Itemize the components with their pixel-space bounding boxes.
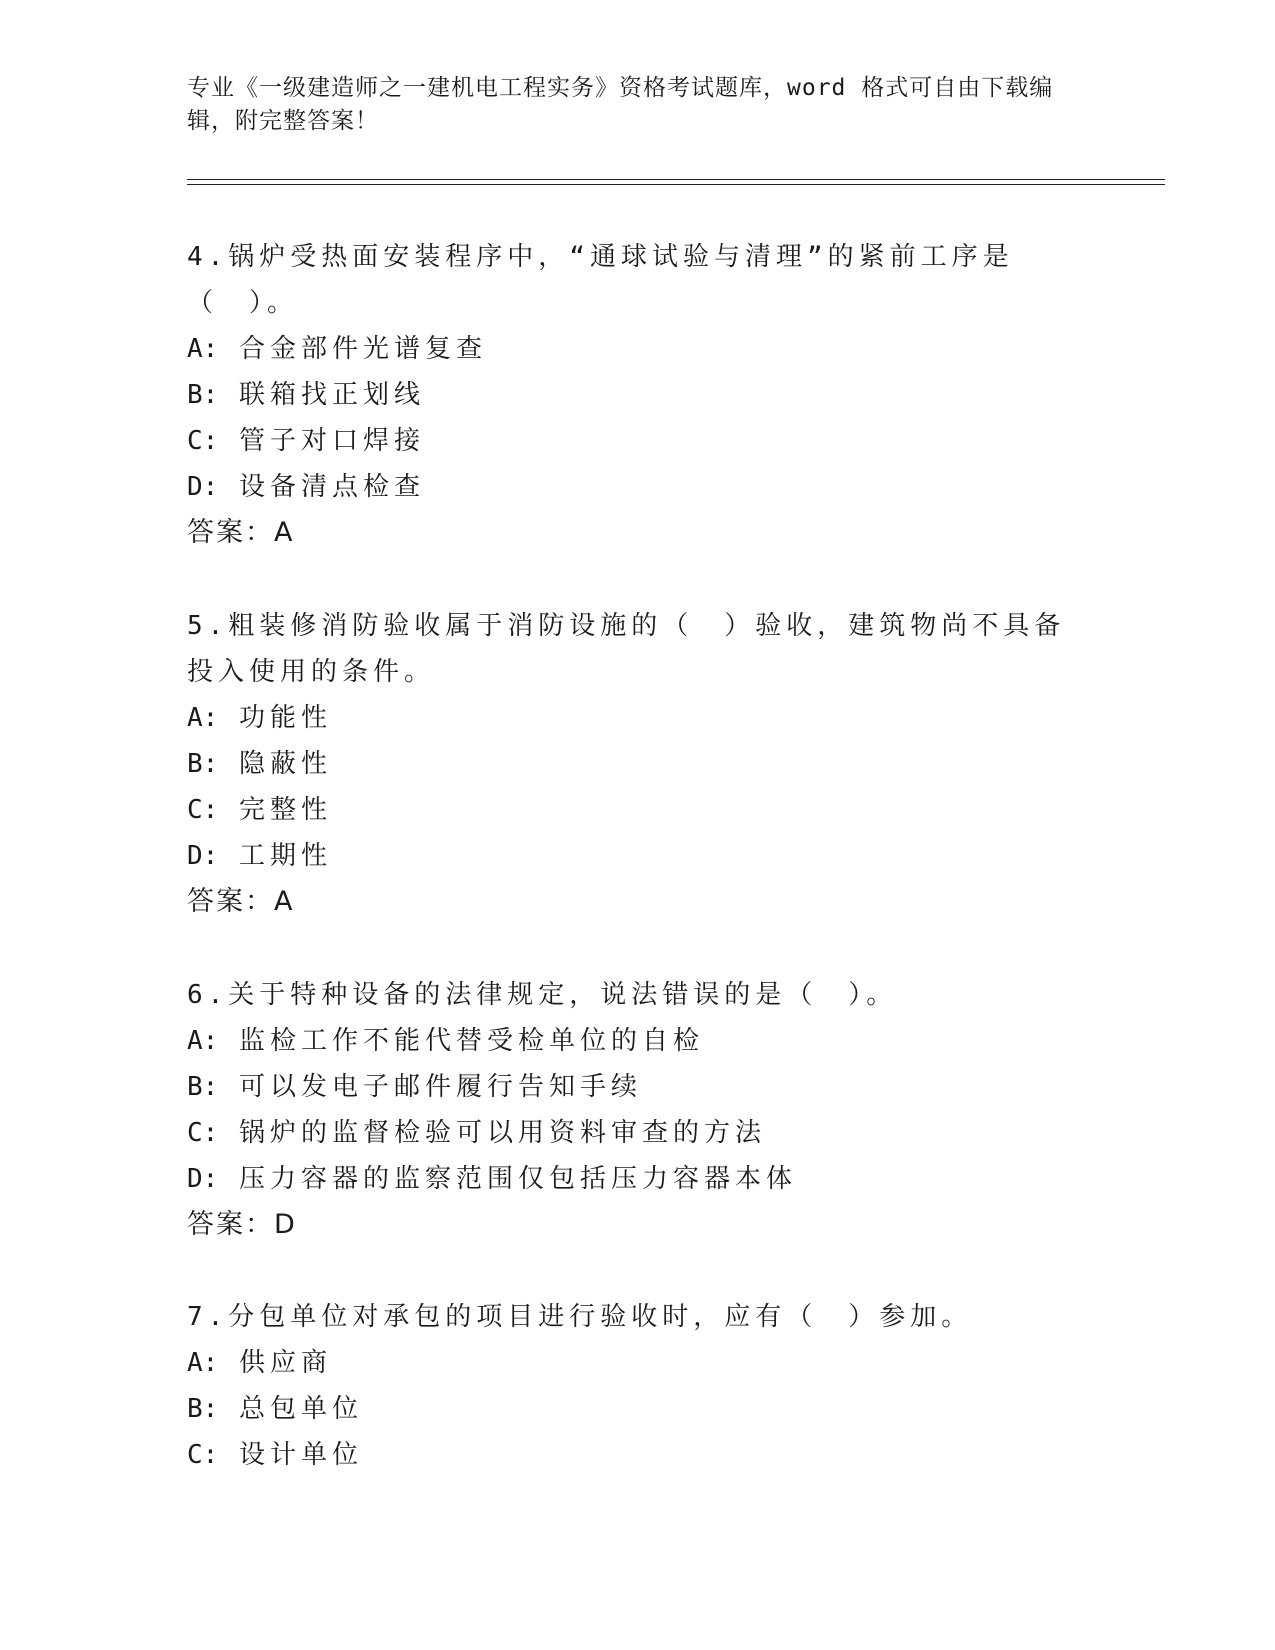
option-letter: A:	[187, 703, 219, 733]
option-c	[187, 1110, 1067, 1156]
option-b	[187, 1386, 1067, 1432]
option-letter: C:	[187, 426, 219, 456]
option-a	[187, 1018, 1067, 1064]
question-7	[187, 1294, 1067, 1478]
option-c	[187, 787, 1067, 833]
question-5	[187, 603, 1067, 925]
option-letter: A:	[187, 1348, 219, 1378]
answer-line: 答案：A	[187, 886, 295, 917]
option-letter: D:	[187, 841, 219, 871]
option-letter: B:	[187, 380, 219, 410]
option-letter: D:	[187, 1164, 219, 1194]
option-letter: A:	[187, 1026, 219, 1056]
option-c	[187, 1432, 1067, 1478]
option-text: 管子对口焊接	[238, 426, 425, 456]
header-divider-bottom	[187, 184, 1165, 185]
option-letter: A:	[187, 334, 219, 364]
option-d	[187, 464, 1067, 510]
option-text: 锅炉的监督检验可以用资料审查的方法	[238, 1118, 766, 1148]
option-text: 总包单位	[238, 1394, 363, 1424]
document-header: 专业《一级建造师之一建机电工程实务》资格考试题库，word 格式可自由下载编辑，附完整答案！	[187, 75, 1054, 134]
option-letter: B:	[187, 1394, 219, 1424]
option-letter: C:	[187, 795, 219, 825]
question-4	[187, 234, 1067, 556]
question-stem: 5.粗装修消防验收属于消防设施的（ ）验收，建筑物尚不具备投入使用的条件。	[187, 611, 1066, 687]
option-text: 隐蔽性	[238, 749, 332, 779]
option-text: 监检工作不能代替受检单位的自检	[238, 1026, 704, 1056]
option-letter: B:	[187, 1072, 219, 1102]
option-b	[187, 1064, 1067, 1110]
option-text: 功能性	[238, 703, 332, 733]
option-a	[187, 326, 1067, 372]
answer-line: 答案：D	[187, 1209, 297, 1240]
question-stem: 4.锅炉受热面安装程序中，“通球试验与清理”的紧前工序是（ ）。	[187, 242, 1014, 318]
option-d	[187, 833, 1067, 879]
option-text: 供应商	[238, 1348, 332, 1378]
option-text: 联箱找正划线	[238, 380, 425, 410]
option-text: 压力容器的监察范围仅包括压力容器本体	[238, 1164, 797, 1194]
answer-line: 答案：A	[187, 517, 295, 548]
option-letter: C:	[187, 1118, 219, 1148]
option-letter: C:	[187, 1440, 219, 1470]
header-divider-top	[187, 179, 1165, 180]
option-text: 设备清点检查	[238, 472, 425, 502]
question-stem: 6.关于特种设备的法律规定，说法错误的是（ ）。	[187, 980, 898, 1010]
option-a	[187, 695, 1067, 741]
option-letter: D:	[187, 472, 219, 502]
option-text: 工期性	[238, 841, 332, 871]
option-text: 合金部件光谱复查	[238, 334, 487, 364]
question-6	[187, 972, 1067, 1248]
option-a	[187, 1340, 1067, 1386]
option-letter: B:	[187, 749, 219, 779]
option-text: 设计单位	[238, 1440, 363, 1470]
option-c	[187, 418, 1067, 464]
option-text: 可以发电子邮件履行告知手续	[238, 1072, 642, 1102]
option-d	[187, 1156, 1067, 1202]
option-text: 完整性	[238, 795, 332, 825]
option-b	[187, 372, 1067, 418]
option-b	[187, 741, 1067, 787]
question-stem: 7.分包单位对承包的项目进行验收时，应有（ ）参加。	[187, 1302, 973, 1332]
